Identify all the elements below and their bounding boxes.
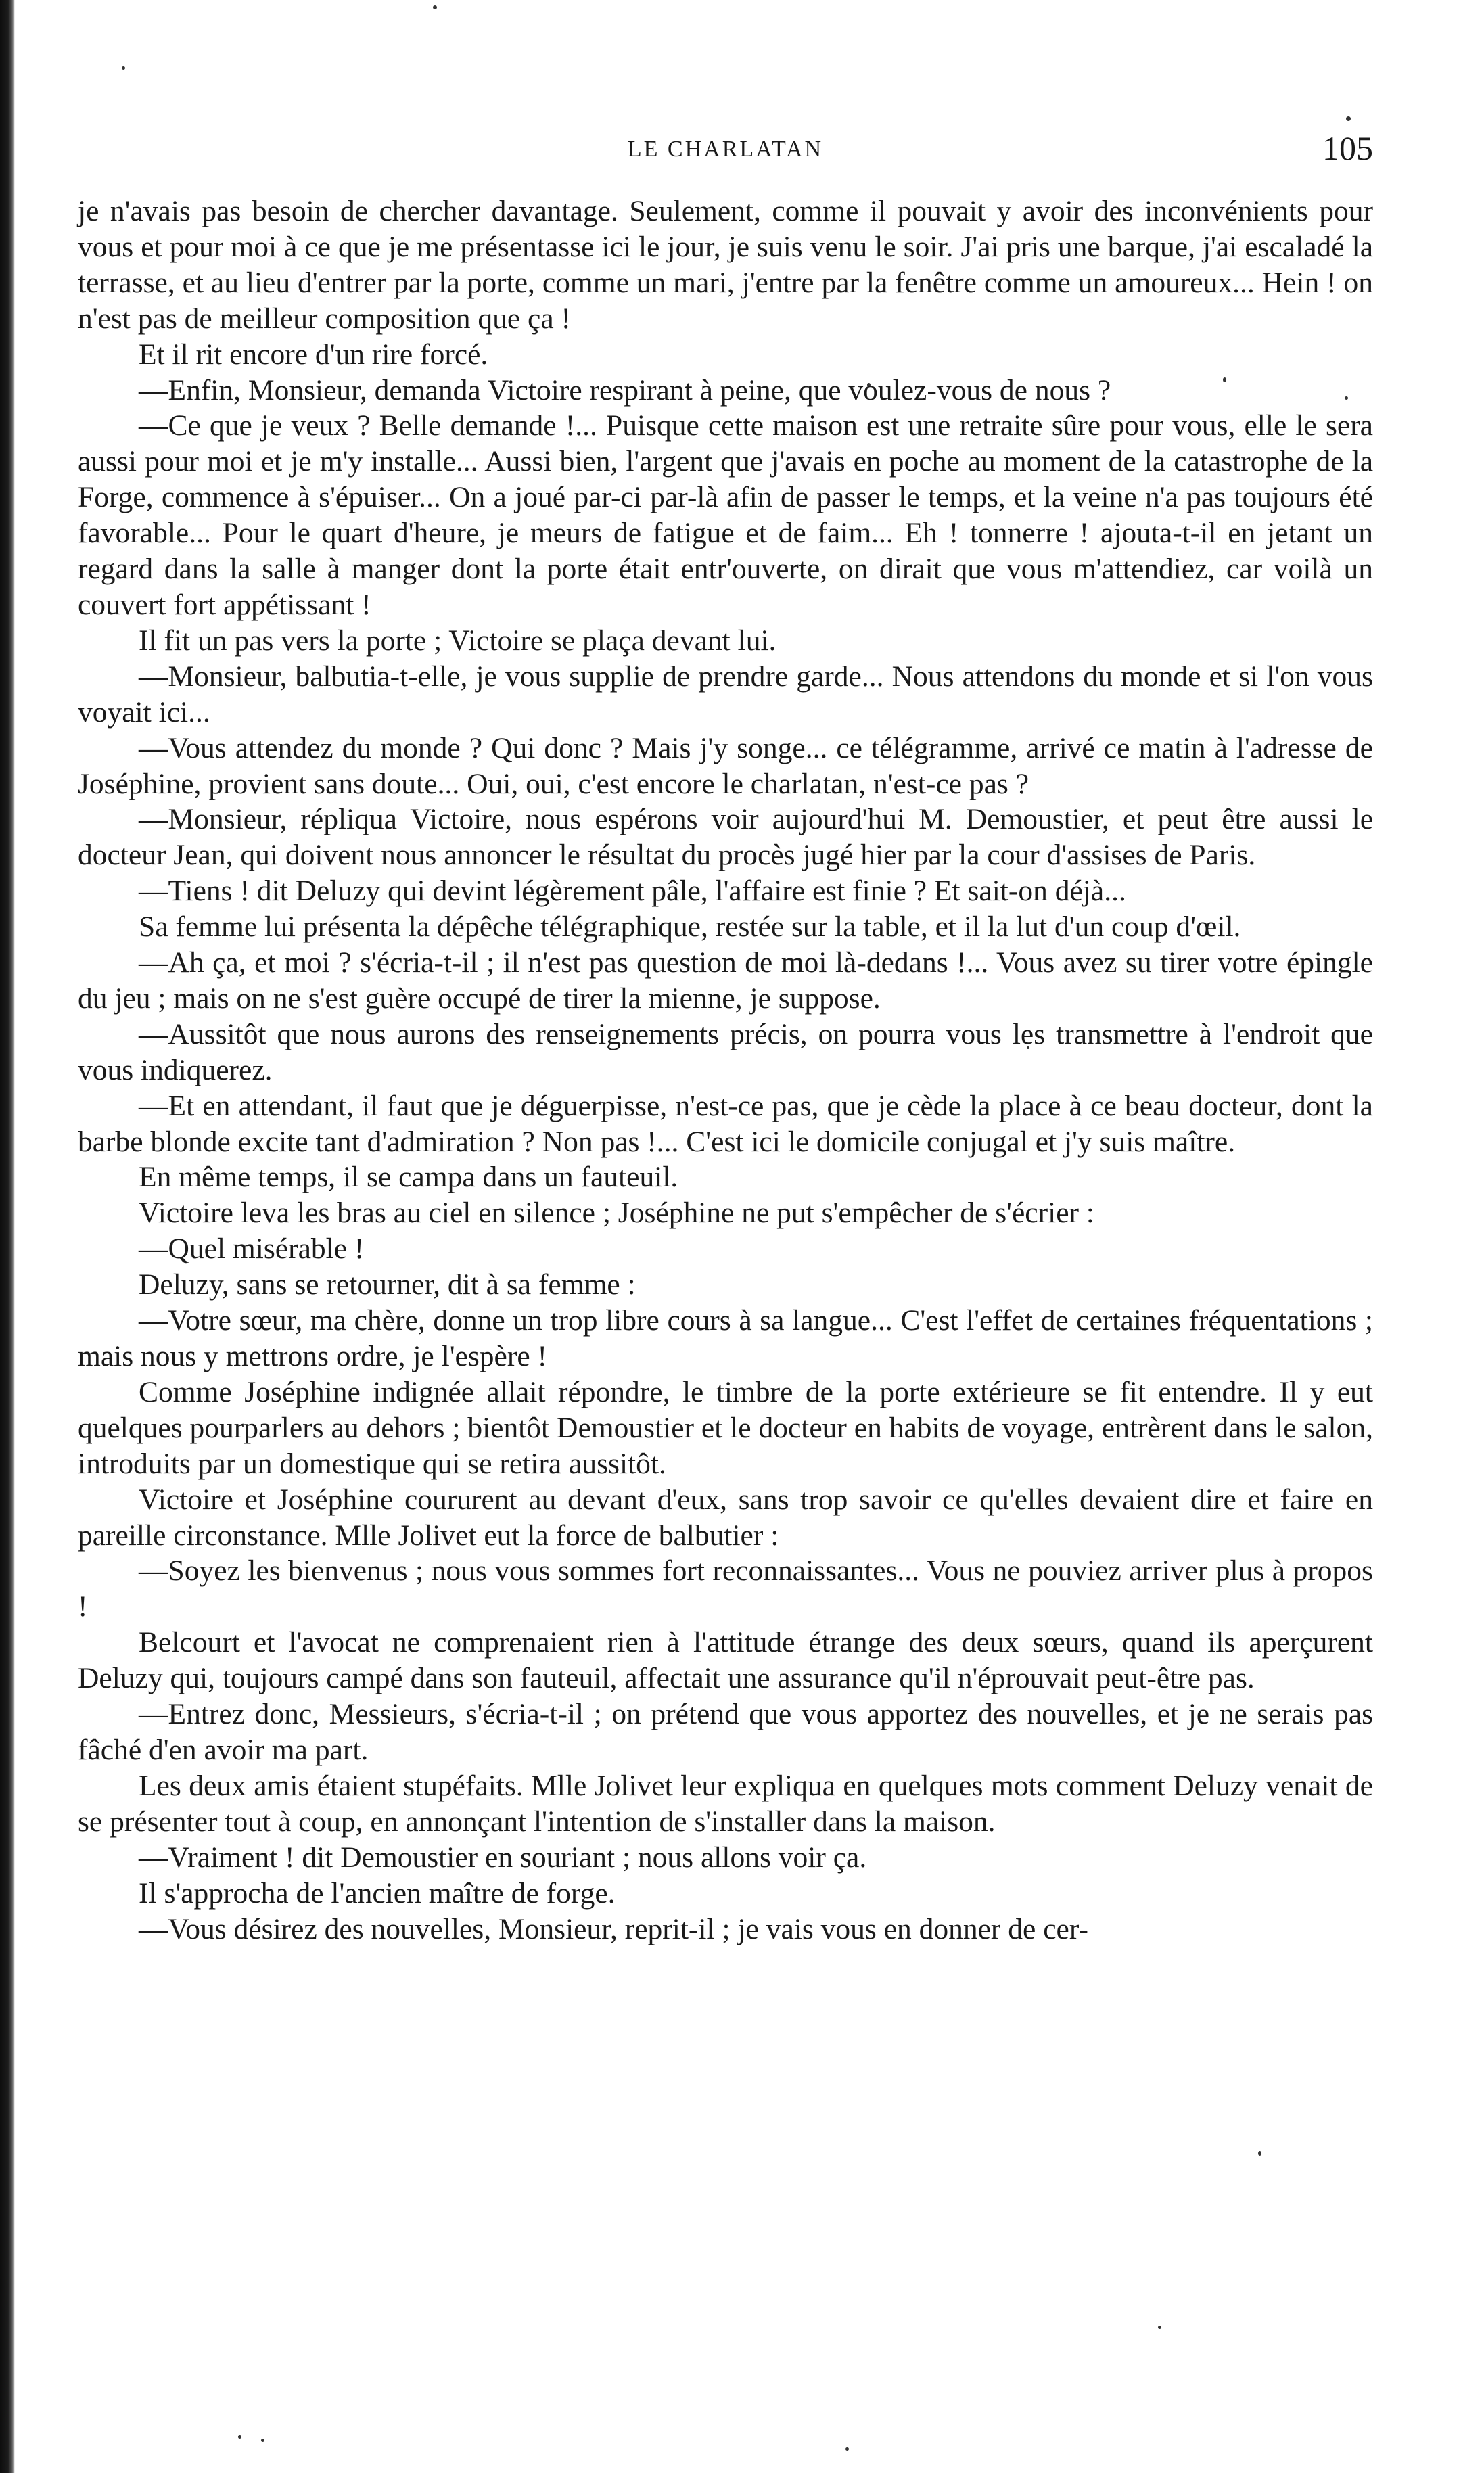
ink-speck (1346, 116, 1351, 121)
paragraph: Belcourt et l'avocat ne comprenaient rien à l'attitude étrange des deux sœurs, quand ils aperçurent Deluzy qui, toujours campé dans son fauteuil, affectait une assurance qu'il n'éprouvait peut-être pas. (78, 1626, 1373, 1695)
paragraph: —Enfin, Monsieur, demanda Victoire respirant à peine, que voulez-vous de nous ? (139, 373, 1111, 407)
paragraph: Deluzy, sans se retourner, dit à sa femme : (139, 1268, 636, 1301)
paragraph: Victoire leva les bras au ciel en silence ; Joséphine ne put s'empêcher de s'écrier : (139, 1197, 1094, 1230)
paragraph: Victoire et Joséphine coururent au devant d'eux, sans trop savoir ce qu'elles devaient dire et faire en pareille circonstance. Mlle Jolivet eut la force de balbutier : (78, 1483, 1373, 1552)
paragraph: —Entrez donc, Messieurs, s'écria-t-il ; on prétend que vous apportez des nouvelles, et je ne serais pas fâché d'en avoir ma part. (78, 1698, 1373, 1766)
ink-speck (238, 2435, 241, 2439)
paragraph: —Quel misérable ! (139, 1232, 365, 1266)
paragraph: —Vraiment ! dit Demoustier en souriant ; nous allons voir ça. (139, 1841, 867, 1874)
ink-speck (433, 5, 437, 9)
paragraph: —Ce que je veux ? Belle demande !... Puisque cette maison est une retraite sûre pour vous, elle le sera aussi pour moi et je m'y installe... Aussi bien, l'argent que j'avais en poche au moment de la catastrophe de la Forge, commence à s'épuiser... On a joué par-ci par-là afin de passer le temps, et la veine n'a pas toujours été favorable... Pour le quart d'heure, je meurs de fatigue et de faim... Eh ! tonnerre ! ajouta-t-il en jetant un regard dans la salle à manger dont la porte était entr'ouverte, on dirait que vous m'attendiez, car voilà un couvert fort appétissant ! (78, 409, 1373, 621)
ink-speck (122, 66, 125, 70)
paragraph: —Vous attendez du monde ? Qui donc ? Mais j'y songe... ce télégramme, arrivé ce matin à l'adresse de Joséphine, provient sans doute... Oui, oui, c'est encore le charlatan, n'est-ce pas ? (78, 731, 1373, 800)
paragraph: Il s'approcha de l'ancien maître de forge. (139, 1876, 616, 1910)
paragraph: En même temps, il se campa dans un fauteuil. (139, 1161, 678, 1194)
paragraph: —Aussitôt que nous aurons des renseignements précis, on pourra vous les transmettre à l'endroit que vous indiquerez. (78, 1017, 1373, 1086)
paragraph: —Ah ça, et moi ? s'écria-t-il ; il n'est pas question de moi là-dedans !... Vous avez su tirer votre épingle du jeu ; mais on ne s'est guère occupé de tirer la mienne, je suppose. (78, 946, 1373, 1015)
ink-speck (1258, 2151, 1261, 2156)
paragraph: —Et en attendant, il faut que je déguerpisse, n'est-ce pas, que je cède la place à ce beau docteur, dont la barbe blonde excite tant d'admiration ? Non pas !... C'est ici le domicile conjugal et j'y suis maître. (78, 1089, 1373, 1158)
paragraph: Les deux amis étaient stupéfaits. Mlle Jolivet leur expliqua en quelques mots comment Deluzy venait de se présenter tout à coup, en annonçant l'intention de s'installer dans la maison. (78, 1769, 1373, 1838)
paragraph: —Vous désirez des nouvelles, Monsieur, reprit-il ; je vais vous en donner de cer- (139, 1912, 1088, 1945)
ink-speck (845, 2447, 849, 2451)
binding-edge (0, 0, 15, 2473)
book-page (78, 129, 1373, 1947)
paragraph: Il fit un pas vers la porte ; Victoire se plaça devant lui. (139, 624, 776, 657)
running-head (78, 129, 1373, 176)
paragraph: —Soyez les bienvenus ; nous vous sommes fort reconnaissantes... Vous ne pouviez arriver plus à propos ! (78, 1554, 1373, 1623)
ink-speck (261, 2439, 264, 2442)
paragraph: —Monsieur, balbutia-t-elle, je vous supplie de prendre garde... Nous attendons du monde et si l'on vous voyait ici... (78, 660, 1373, 729)
paragraph: —Votre sœur, ma chère, donne un trop libre cours à sa langue... C'est l'effet de certaines fréquentations ; mais nous y mettrons ordre, je l'espère ! (78, 1304, 1373, 1372)
paragraph: je n'avais pas besoin de chercher davantage. Seulement, comme il pouvait y avoir des inconvénients pour vous et pour moi à ce que je me présentasse ici le jour, je suis venu le soir. J'ai pris une barque, j'ai escaladé la terrasse, et au lieu d'entrer par la porte, comme un mari, j'entre par la fenêtre comme un amoureux... Hein ! on n'est pas de meilleur composition que ça ! (78, 195, 1373, 335)
paragraph: Et il rit encore d'un rire forcé. (139, 338, 488, 371)
paragraph: —Monsieur, répliqua Victoire, nous espérons voir aujourd'hui M. Demoustier, et peut être aussi le docteur Jean, qui doivent nous annoncer le résultat du procès jugé hier par la cour d'assises de Paris. (78, 803, 1373, 872)
paragraph: —Tiens ! dit Deluzy qui devint légèrement pâle, l'affaire est finie ? Et sait-on déjà... (139, 875, 1126, 908)
paragraph: Sa femme lui présenta la dépêche télégraphique, restée sur la table, et il la lut d'un coup d'œil. (139, 910, 1241, 944)
page-number: 105 (1322, 129, 1373, 167)
running-title: LE CHARLATAN (627, 137, 824, 162)
ink-speck (1158, 2326, 1161, 2329)
paragraph: Comme Joséphine indignée allait répondre, le timbre de la porte extérieure se fit entendre. Il y eut quelques pourparlers au dehors ; bientôt Demoustier et le docteur en habits de voyage, entrèrent dans le salon, introduits par un domestique qui se retira aussitôt. (78, 1375, 1373, 1480)
body-text (78, 193, 1373, 1947)
